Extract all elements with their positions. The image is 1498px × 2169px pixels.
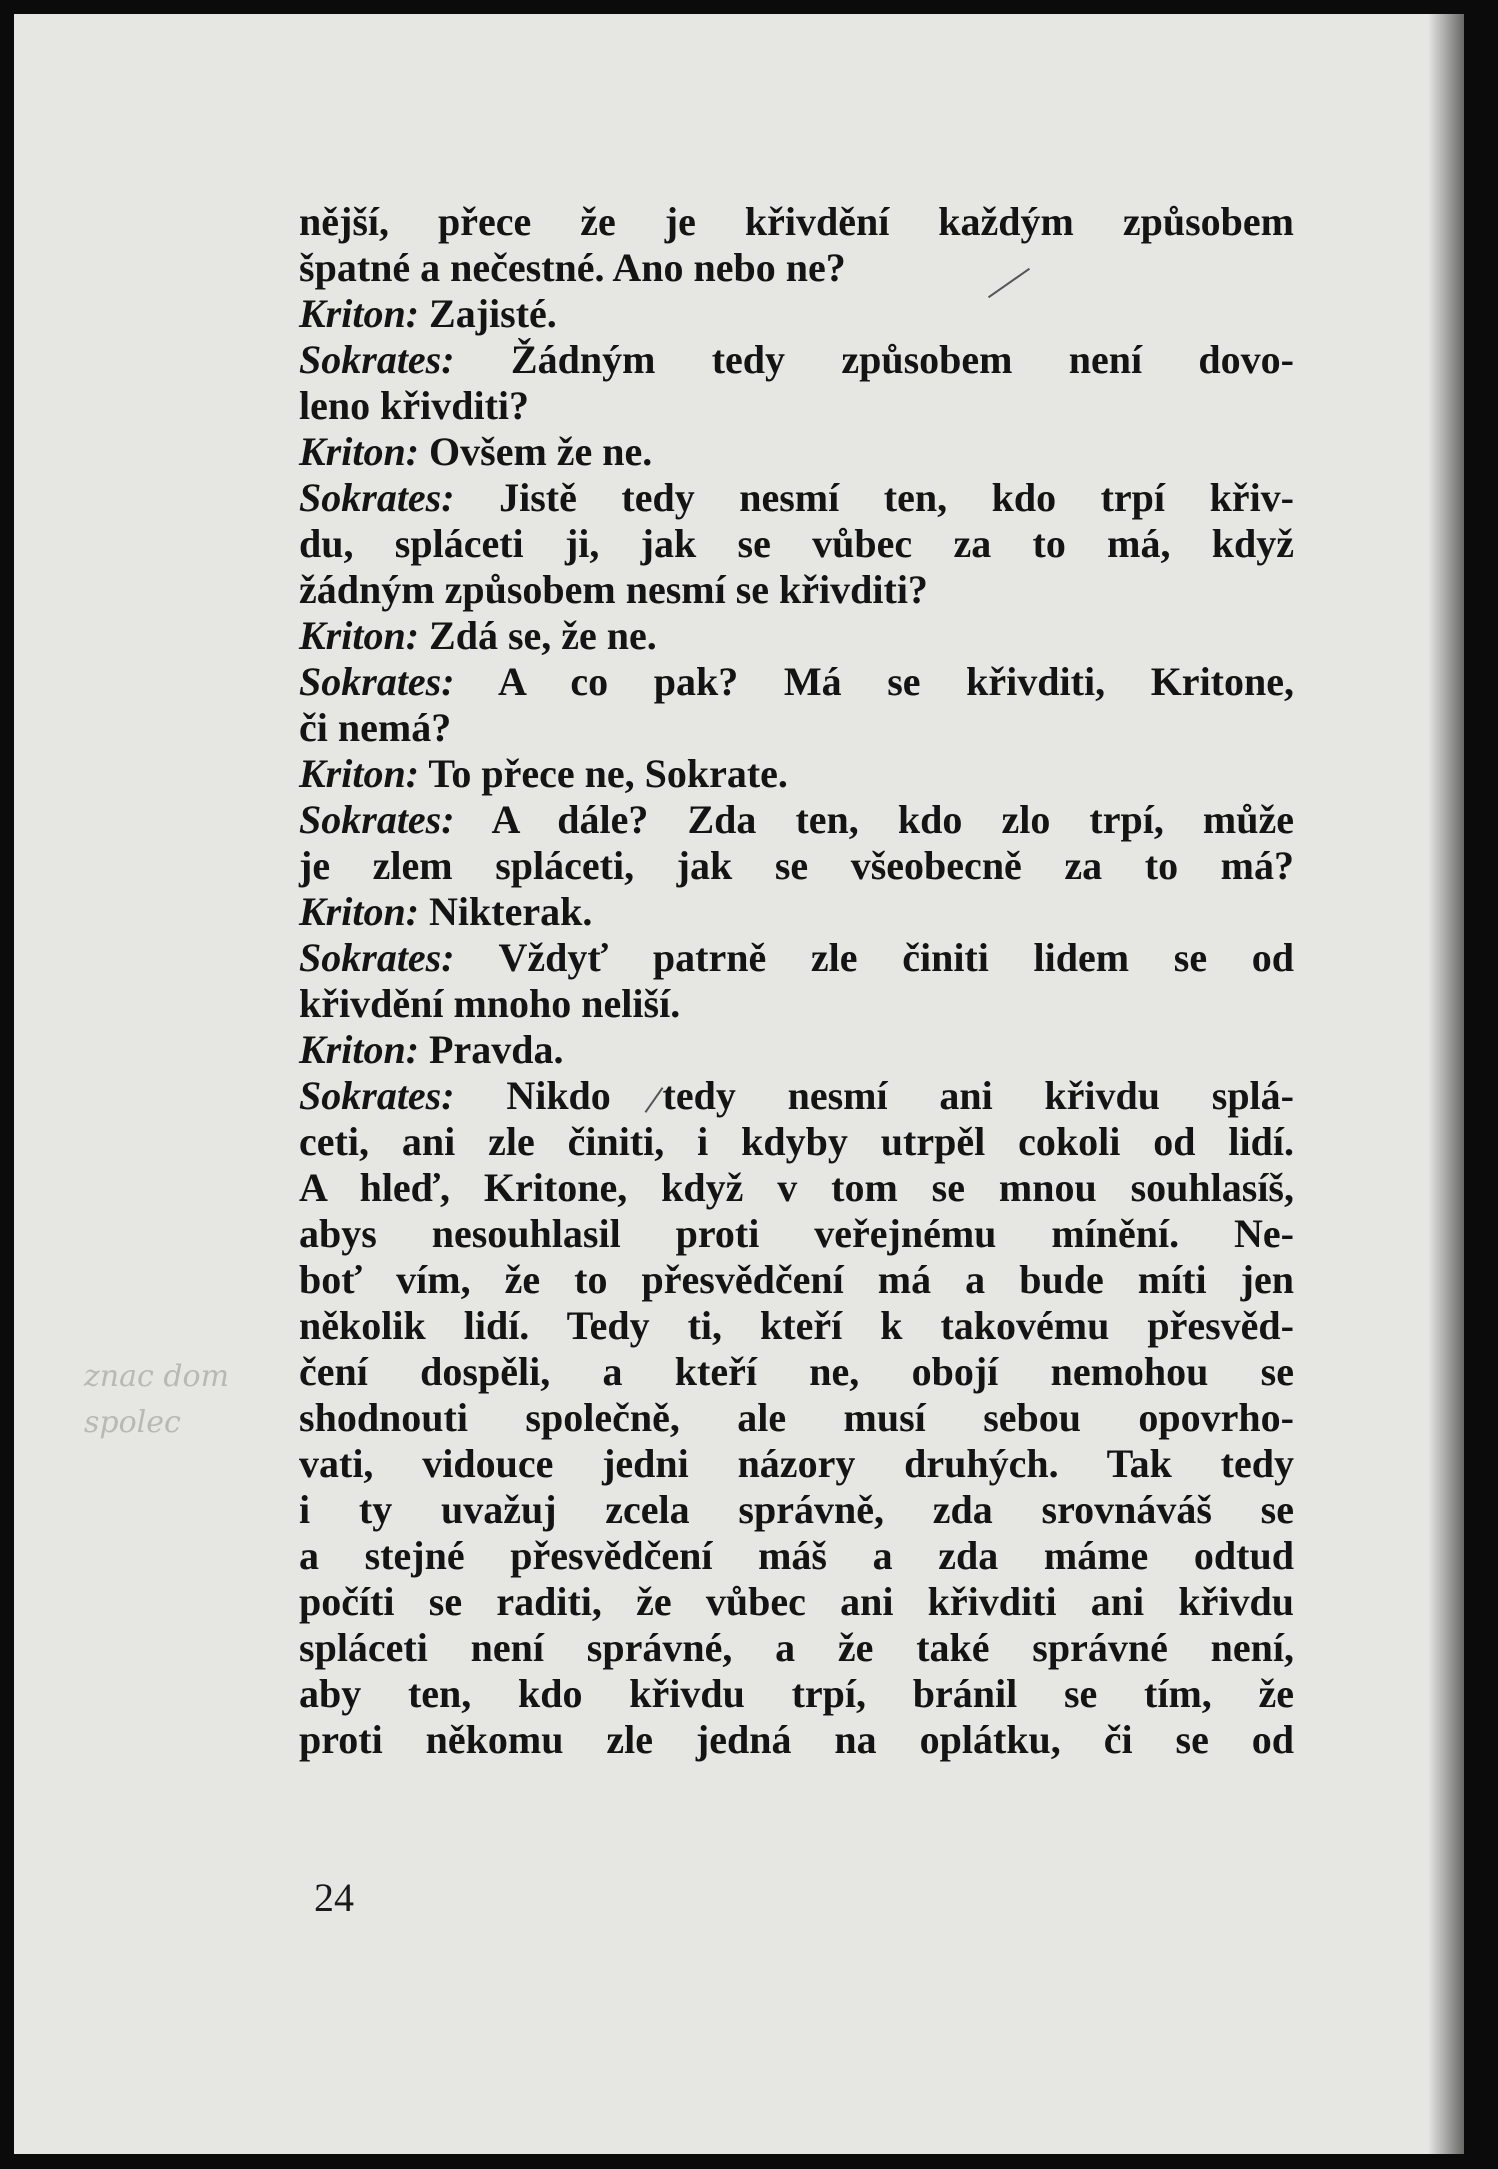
text-line: [299, 1303, 1294, 1349]
line-text: Pravda.: [429, 1027, 564, 1072]
line-text: leno křivditi?: [299, 383, 530, 428]
speaker-label: Sokrates:: [299, 935, 455, 980]
text-line: [299, 1717, 1294, 1763]
text-line: [299, 613, 1294, 659]
text-line: [299, 935, 1294, 981]
text-line: [299, 1165, 1294, 1211]
text-line: [299, 1625, 1294, 1671]
line-text: několik lidí. Tedy ti, kteří k takovému přesvěd-: [299, 1303, 1294, 1348]
line-text: a stejné přesvědčení máš a zda máme odtud: [299, 1533, 1294, 1578]
line-text: A hleď, Kritone, když v tom se mnou souhlasíš,: [299, 1165, 1294, 1210]
page-number: 24: [314, 1875, 354, 1920]
dialogue-text: [299, 199, 1294, 1763]
speaker-label: Kriton:: [299, 1027, 420, 1072]
line-text: Zajisté.: [429, 291, 557, 336]
line-text: boť vím, že to přesvědčení má a bude míti jen: [299, 1257, 1294, 1302]
text-line: [299, 1487, 1294, 1533]
line-text: proti někomu zle jedná na oplátku, či se od: [299, 1717, 1294, 1762]
speaker-label: Sokrates:: [299, 1073, 455, 1118]
line-text: vati, vidouce jedni názory druhých. Tak tedy: [299, 1441, 1294, 1486]
speaker-label: Sokrates:: [299, 475, 455, 520]
text-line: [299, 567, 1294, 613]
text-line: [299, 797, 1294, 843]
text-line: [299, 291, 1294, 337]
line-text: Vždyť patrně zle činiti lidem se od: [498, 935, 1294, 980]
line-text: Nikdo tedy nesmí ani křivdu splá-: [506, 1073, 1294, 1118]
speaker-label: Kriton:: [299, 291, 420, 336]
line-text: i ty uvažuj zcela správně, zda srovnáváš se: [299, 1487, 1294, 1532]
text-line: [299, 245, 1294, 291]
text-line: [299, 1395, 1294, 1441]
speaker-label: Sokrates:: [299, 337, 455, 382]
line-text: křivdění mnoho neliší.: [299, 981, 681, 1026]
margin-note-line: spolec: [84, 1405, 181, 1440]
text-line: [299, 1257, 1294, 1303]
margin-note-line: znac dom: [84, 1359, 230, 1394]
book-page: [14, 14, 1464, 2154]
text-line: [299, 751, 1294, 797]
text-line: [299, 1579, 1294, 1625]
text-line: [299, 383, 1294, 429]
line-text: Ovšem že ne.: [429, 429, 653, 474]
text-line: [299, 475, 1294, 521]
line-text: žádným způsobem nesmí se křivditi?: [299, 567, 928, 612]
speaker-label: Sokrates:: [299, 797, 455, 842]
text-line: [299, 199, 1294, 245]
text-line: [299, 1441, 1294, 1487]
line-text: spláceti není správné, a že také správné není,: [299, 1625, 1294, 1670]
text-line: [299, 1073, 1294, 1119]
text-line: [299, 1211, 1294, 1257]
line-text: Jistě tedy nesmí ten, kdo trpí křiv-: [499, 475, 1294, 520]
text-line: [299, 429, 1294, 475]
text-line: [299, 1671, 1294, 1717]
line-text: To přece ne, Sokrate.: [428, 751, 788, 796]
line-text: nější, přece že je křivdění každým způsobem: [299, 199, 1294, 244]
speaker-label: Kriton:: [299, 889, 420, 934]
text-line: [299, 843, 1294, 889]
text-line: [299, 1119, 1294, 1165]
line-text: počíti se raditi, že vůbec ani křivditi ani křivdu: [299, 1579, 1294, 1624]
pencil-margin-note: [84, 1354, 229, 1446]
speaker-label: Kriton:: [299, 429, 420, 474]
speaker-label: Kriton:: [299, 613, 420, 658]
line-text: Zdá se, že ne.: [429, 613, 657, 658]
line-text: shodnouti společně, ale musí sebou opovrho-: [299, 1395, 1294, 1440]
text-line: [299, 1027, 1294, 1073]
line-text: abys nesouhlasil proti veřejnému mínění. Ne-: [299, 1211, 1294, 1256]
speaker-label: Sokrates:: [299, 659, 455, 704]
text-line: [299, 521, 1294, 567]
line-text: čení dospěli, a kteří ne, obojí nemohou se: [299, 1349, 1294, 1394]
line-text: A dále? Zda ten, kdo zlo trpí, může: [491, 797, 1295, 842]
line-text: ceti, ani zle činiti, i kdyby utrpěl cokoli od lidí.: [299, 1119, 1294, 1164]
line-text: je zlem spláceti, jak se všeobecně za to má?: [299, 843, 1294, 888]
speaker-label: Kriton:: [299, 751, 420, 796]
text-line: [299, 981, 1294, 1027]
line-text: aby ten, kdo křivdu trpí, bránil se tím, že: [299, 1671, 1294, 1716]
line-text: Žádným tedy způsobem není dovo-: [510, 337, 1294, 382]
text-line: [299, 1349, 1294, 1395]
line-text: špatné a nečestné. Ano nebo ne?: [299, 245, 846, 290]
line-text: či nemá?: [299, 705, 452, 750]
text-line: [299, 337, 1294, 383]
line-text: du, spláceti ji, jak se vůbec za to má, když: [299, 521, 1294, 566]
text-line: [299, 889, 1294, 935]
text-line: [299, 705, 1294, 751]
line-text: Nikterak.: [429, 889, 593, 934]
text-line: [299, 659, 1294, 705]
text-line: [299, 1533, 1294, 1579]
line-text: A co pak? Má se křivditi, Kritone,: [498, 659, 1294, 704]
